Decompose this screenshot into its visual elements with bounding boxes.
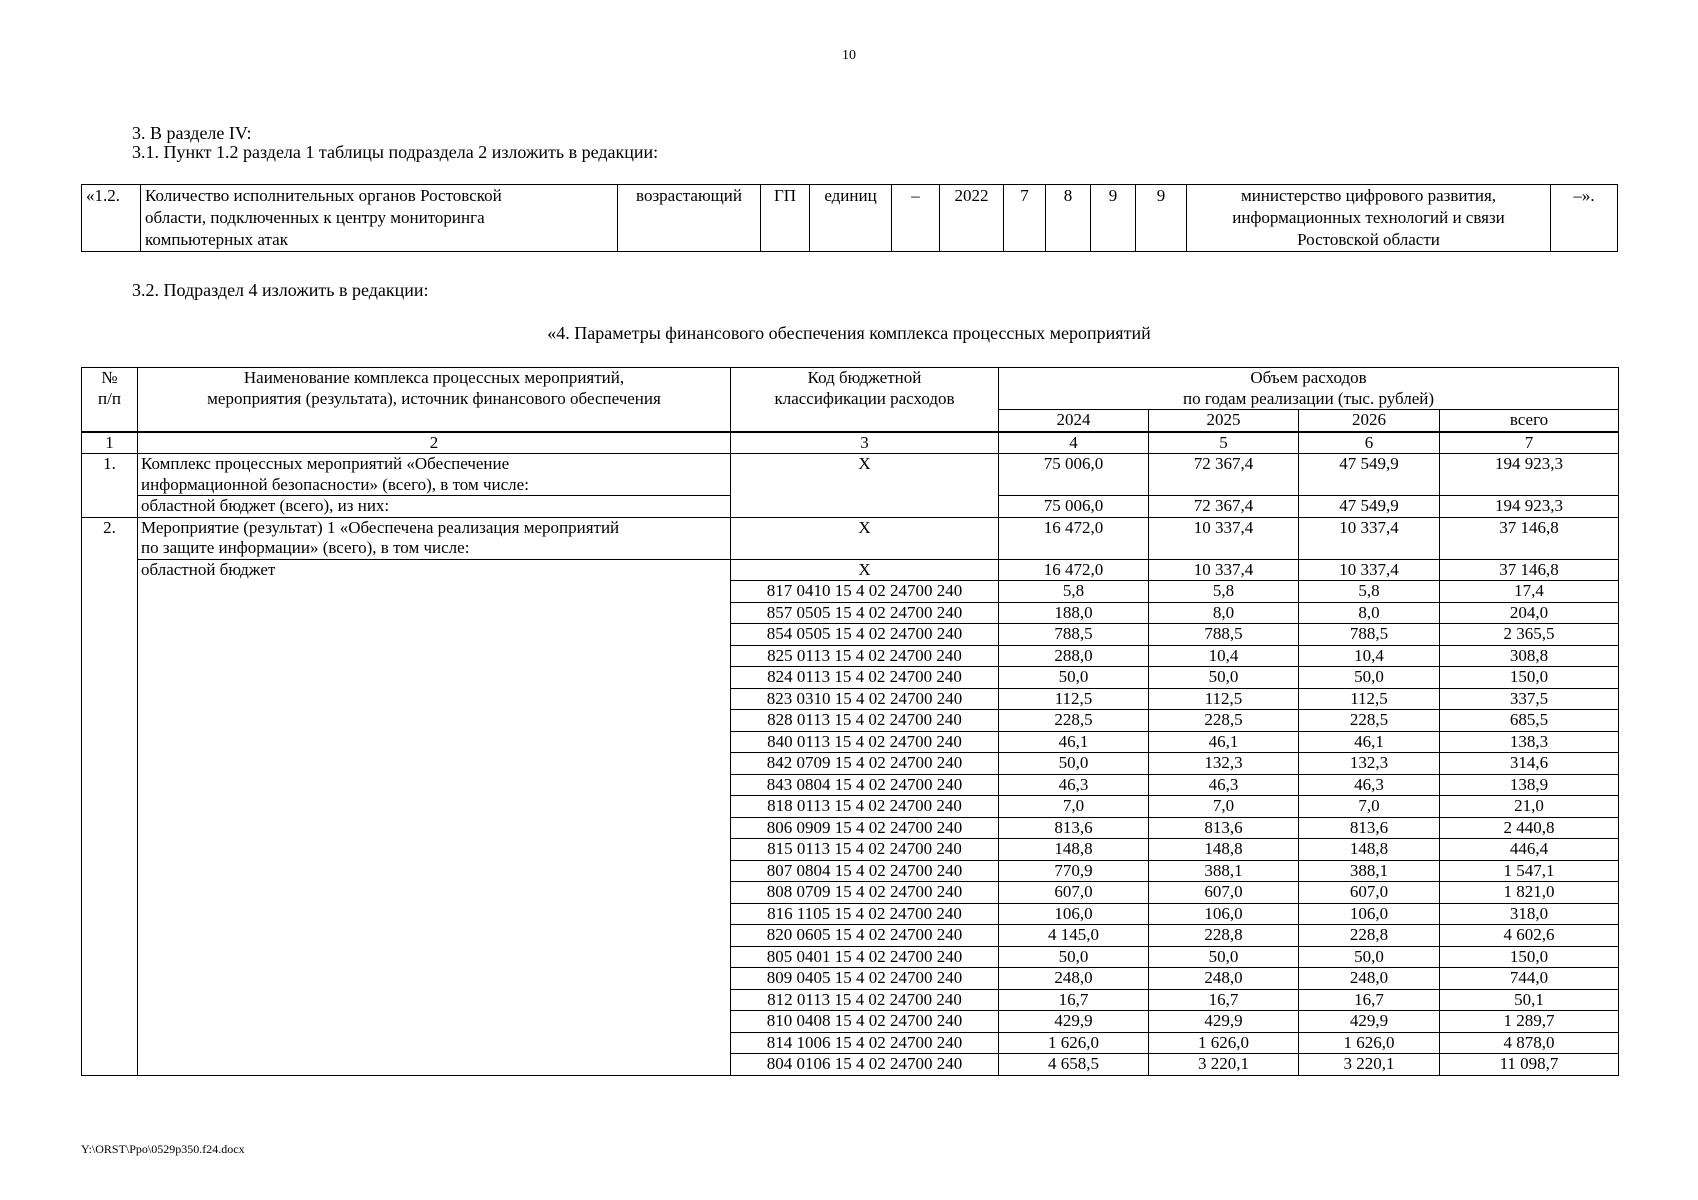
table-caption: «4. Параметры финансового обеспечения комплекса процессных мероприятий [547,323,1151,343]
indicator-row [82,185,1618,252]
indicator-end-mark: –». [1551,185,1618,252]
column-number: 1 [82,432,138,454]
indicator-value: 9 [1136,185,1187,252]
budget-code: 814 1006 15 4 02 24700 240 [731,1032,999,1054]
clause-3-1: 3.1. Пункт 1.2 раздела 1 таблицы подраздела 2 изложить в редакции: [132,142,659,162]
indicator-unit: единиц [810,185,892,252]
row-value: 50,0 [1149,946,1299,968]
row-value: 429,9 [999,1011,1149,1033]
row-value: 10 337,4 [1299,559,1440,581]
row-value: 607,0 [999,882,1149,904]
row-code: Х [731,559,999,581]
indicator-table [81,184,1618,252]
row-value: 50,0 [999,753,1149,775]
header-line: Объем расходов [1250,368,1367,387]
row-value: 46,1 [1149,731,1299,753]
row-value: 16,7 [1299,989,1440,1011]
row-value: 7,0 [1149,796,1299,818]
header-num [82,368,138,432]
row-value: 4 658,5 [999,1054,1149,1076]
header-line: классификации расходов [774,388,955,408]
budget-code: 842 0709 15 4 02 24700 240 [731,753,999,775]
row-value: 314,6 [1440,753,1619,775]
row-value: 10 337,4 [1299,517,1440,559]
budget-code: 824 0113 15 4 02 24700 240 [731,667,999,689]
header-name [138,368,731,432]
row-value: 228,5 [999,710,1149,732]
row-value: 744,0 [1440,968,1619,990]
row-value: 50,0 [1299,946,1440,968]
row-value: 228,8 [1149,925,1299,947]
section-heading: 3. В разделе IV: [132,123,252,143]
row-value: 150,0 [1440,667,1619,689]
row-value: 1 626,0 [1149,1032,1299,1054]
row-value: 1 821,0 [1440,882,1619,904]
budget-code: 812 0113 15 4 02 24700 240 [731,989,999,1011]
row-value: 148,8 [1149,839,1299,861]
row-value: 248,0 [999,968,1149,990]
row-value: 10 337,4 [1149,559,1299,581]
table-row [82,517,1619,559]
row-value: 337,5 [1440,688,1619,710]
indicator-name-line: области, подключенных к центру мониторинга [145,208,485,227]
header-line: Код бюджетной [807,368,922,387]
row-number: 1. [82,454,138,518]
finance-table [81,367,1619,1076]
column-number: 6 [1299,432,1440,454]
row-value: 16,7 [1149,989,1299,1011]
header-year: 2025 [1149,410,1299,432]
row-name-line: Мероприятие (результат) 1 «Обеспечена реализация мероприятий [141,517,620,537]
budget-code: 806 0909 15 4 02 24700 240 [731,817,999,839]
responsible-line: Ростовской области [1297,230,1440,249]
row-value: 228,5 [1299,710,1440,732]
row-number: 2. [82,517,138,1075]
row-value: 106,0 [1149,903,1299,925]
budget-code: 823 0310 15 4 02 24700 240 [731,688,999,710]
row-name [138,517,731,559]
header-line: № [101,368,118,387]
column-number: 7 [1440,432,1619,454]
budget-code: 843 0804 15 4 02 24700 240 [731,774,999,796]
row-value: 17,4 [1440,581,1619,603]
row-value: 50,0 [1149,667,1299,689]
indicator-value: 9 [1091,185,1136,252]
row-value: 248,0 [1299,968,1440,990]
row-value: 10,4 [1299,645,1440,667]
row-value: 685,5 [1440,710,1619,732]
row-value: 47 549,9 [1299,454,1440,496]
header-volume [999,368,1619,410]
row-value: 1 626,0 [1299,1032,1440,1054]
row-value: 16 472,0 [999,559,1149,581]
row-value: 770,9 [999,860,1149,882]
budget-code: 809 0405 15 4 02 24700 240 [731,968,999,990]
indicator-base-year: 2022 [940,185,1004,252]
header-line: мероприятия (результата), источник финансового обеспечения [207,388,661,408]
row-value: 10,4 [1149,645,1299,667]
row-value: 188,0 [999,602,1149,624]
row-value: 788,5 [1149,624,1299,646]
row-value: 148,8 [999,839,1149,861]
indicator-number: «1.2. [82,185,141,252]
row-value: 228,8 [1299,925,1440,947]
indicator-level: ГП [761,185,810,252]
row-value: 288,0 [999,645,1149,667]
row-value: 47 549,9 [1299,496,1440,518]
row-value: 112,5 [1299,688,1440,710]
row-value: 607,0 [1299,882,1440,904]
row-code: Х [731,517,999,559]
row-value: 75 006,0 [999,496,1149,518]
row-value: 3 220,1 [1149,1054,1299,1076]
row-name-line: по защите информации» (всего), в том числе: [141,538,470,557]
row-value: 132,3 [1149,753,1299,775]
indicator-value: 8 [1046,185,1091,252]
row-value: 75 006,0 [999,454,1149,496]
row-value: 228,5 [1149,710,1299,732]
row-value: 5,8 [1149,581,1299,603]
responsible-line: информационных технологий и связи [1232,208,1505,227]
row-value: 1 626,0 [999,1032,1149,1054]
indicator-name [141,185,618,252]
header-line: п/п [98,388,121,408]
row-value: 72 367,4 [1149,454,1299,496]
row-value: 7,0 [1299,796,1440,818]
budget-code: 816 1105 15 4 02 24700 240 [731,903,999,925]
row-name-line: информационной безопасности» (всего), в том числе: [141,474,529,494]
budget-code: 810 0408 15 4 02 24700 240 [731,1011,999,1033]
row-value: 2 365,5 [1440,624,1619,646]
row-value: 132,3 [1299,753,1440,775]
row-value: 4 602,6 [1440,925,1619,947]
row-value: 50,0 [999,667,1149,689]
indicator-name-line: Количество исполнительных органов Ростовской [145,186,502,205]
row-value: 4 878,0 [1440,1032,1619,1054]
row-value: 10 337,4 [1149,517,1299,559]
page-number: 10 [842,48,856,63]
row-value: 429,9 [1299,1011,1440,1033]
row-value: 204,0 [1440,602,1619,624]
row-value: 813,6 [1149,817,1299,839]
clause-3-2: 3.2. Подраздел 4 изложить в редакции: [132,280,429,300]
row-value: 3 220,1 [1299,1054,1440,1076]
row-value: 138,9 [1440,774,1619,796]
row-value: 318,0 [1440,903,1619,925]
indicator-value: 7 [1004,185,1046,252]
row-value: 813,6 [999,817,1149,839]
budget-code: 857 0505 15 4 02 24700 240 [731,602,999,624]
indicator-responsible [1187,185,1551,252]
header-year: 2026 [1299,410,1440,432]
indicator-name-line: компьютерных атак [145,230,288,249]
row-value: 46,1 [1299,731,1440,753]
row-value: 7,0 [999,796,1149,818]
row-value: 112,5 [1149,688,1299,710]
row-value: 8,0 [1149,602,1299,624]
table-row [82,454,1619,496]
row-name: областной бюджет (всего), из них: [138,496,731,518]
header-year: 2024 [999,410,1149,432]
budget-code: 805 0401 15 4 02 24700 240 [731,946,999,968]
row-value: 813,6 [1299,817,1440,839]
row-value: 788,5 [1299,624,1440,646]
column-number: 4 [999,432,1149,454]
row-value: 46,3 [1149,774,1299,796]
budget-code: 818 0113 15 4 02 24700 240 [731,796,999,818]
row-name: областной бюджет [138,559,731,1075]
row-value: 8,0 [1299,602,1440,624]
row-code: Х [731,454,999,518]
column-number: 5 [1149,432,1299,454]
file-path-footer: Y:\ORST\Ppo\0529p350.f24.docx [81,1142,245,1156]
row-value: 607,0 [1149,882,1299,904]
budget-code: 825 0113 15 4 02 24700 240 [731,645,999,667]
row-value: 106,0 [999,903,1149,925]
row-value: 50,0 [999,946,1149,968]
row-value: 16,7 [999,989,1149,1011]
budget-code: 815 0113 15 4 02 24700 240 [731,839,999,861]
budget-code: 808 0709 15 4 02 24700 240 [731,882,999,904]
row-value: 16 472,0 [999,517,1149,559]
row-value: 21,0 [1440,796,1619,818]
indicator-base-value: – [892,185,940,252]
row-value: 37 146,8 [1440,559,1619,581]
header-total: всего [1440,410,1619,432]
row-value: 2 440,8 [1440,817,1619,839]
header-code [731,368,999,432]
budget-code: 807 0804 15 4 02 24700 240 [731,860,999,882]
budget-code: 854 0505 15 4 02 24700 240 [731,624,999,646]
budget-code: 828 0113 15 4 02 24700 240 [731,710,999,732]
row-value: 388,1 [1299,860,1440,882]
row-value: 194 923,3 [1440,454,1619,496]
row-value: 446,4 [1440,839,1619,861]
column-number: 3 [731,432,999,454]
row-value: 50,1 [1440,989,1619,1011]
row-value: 11 098,7 [1440,1054,1619,1076]
column-number: 2 [138,432,731,454]
row-name [138,454,731,496]
row-value: 194 923,3 [1440,496,1619,518]
row-value: 429,9 [1149,1011,1299,1033]
budget-code: 820 0605 15 4 02 24700 240 [731,925,999,947]
row-value: 5,8 [1299,581,1440,603]
row-value: 4 145,0 [999,925,1149,947]
row-value: 1 289,7 [1440,1011,1619,1033]
row-value: 388,1 [1149,860,1299,882]
row-value: 788,5 [999,624,1149,646]
indicator-trend: возрастающий [618,185,761,252]
row-value: 46,3 [1299,774,1440,796]
row-value: 148,8 [1299,839,1440,861]
row-value: 72 367,4 [1149,496,1299,518]
row-value: 248,0 [1149,968,1299,990]
row-value: 150,0 [1440,946,1619,968]
row-value: 5,8 [999,581,1149,603]
row-value: 138,3 [1440,731,1619,753]
responsible-line: министерство цифрового развития, [1240,186,1497,205]
row-value: 106,0 [1299,903,1440,925]
row-value: 37 146,8 [1440,517,1619,559]
row-value: 46,3 [999,774,1149,796]
row-value: 1 547,1 [1440,860,1619,882]
table-row [82,559,1619,581]
header-line: Наименование комплекса процессных мероприятий, [243,368,625,387]
budget-code: 840 0113 15 4 02 24700 240 [731,731,999,753]
row-value: 112,5 [999,688,1149,710]
row-name-line: Комплекс процессных мероприятий «Обеспечение [141,454,510,473]
header-row [82,368,1619,410]
column-numbers-row [82,432,1619,454]
budget-code: 817 0410 15 4 02 24700 240 [731,581,999,603]
row-value: 308,8 [1440,645,1619,667]
budget-code: 804 0106 15 4 02 24700 240 [731,1054,999,1076]
row-value: 50,0 [1299,667,1440,689]
header-line: по годам реализации (тыс. рублей) [1182,388,1435,408]
row-value: 46,1 [999,731,1149,753]
